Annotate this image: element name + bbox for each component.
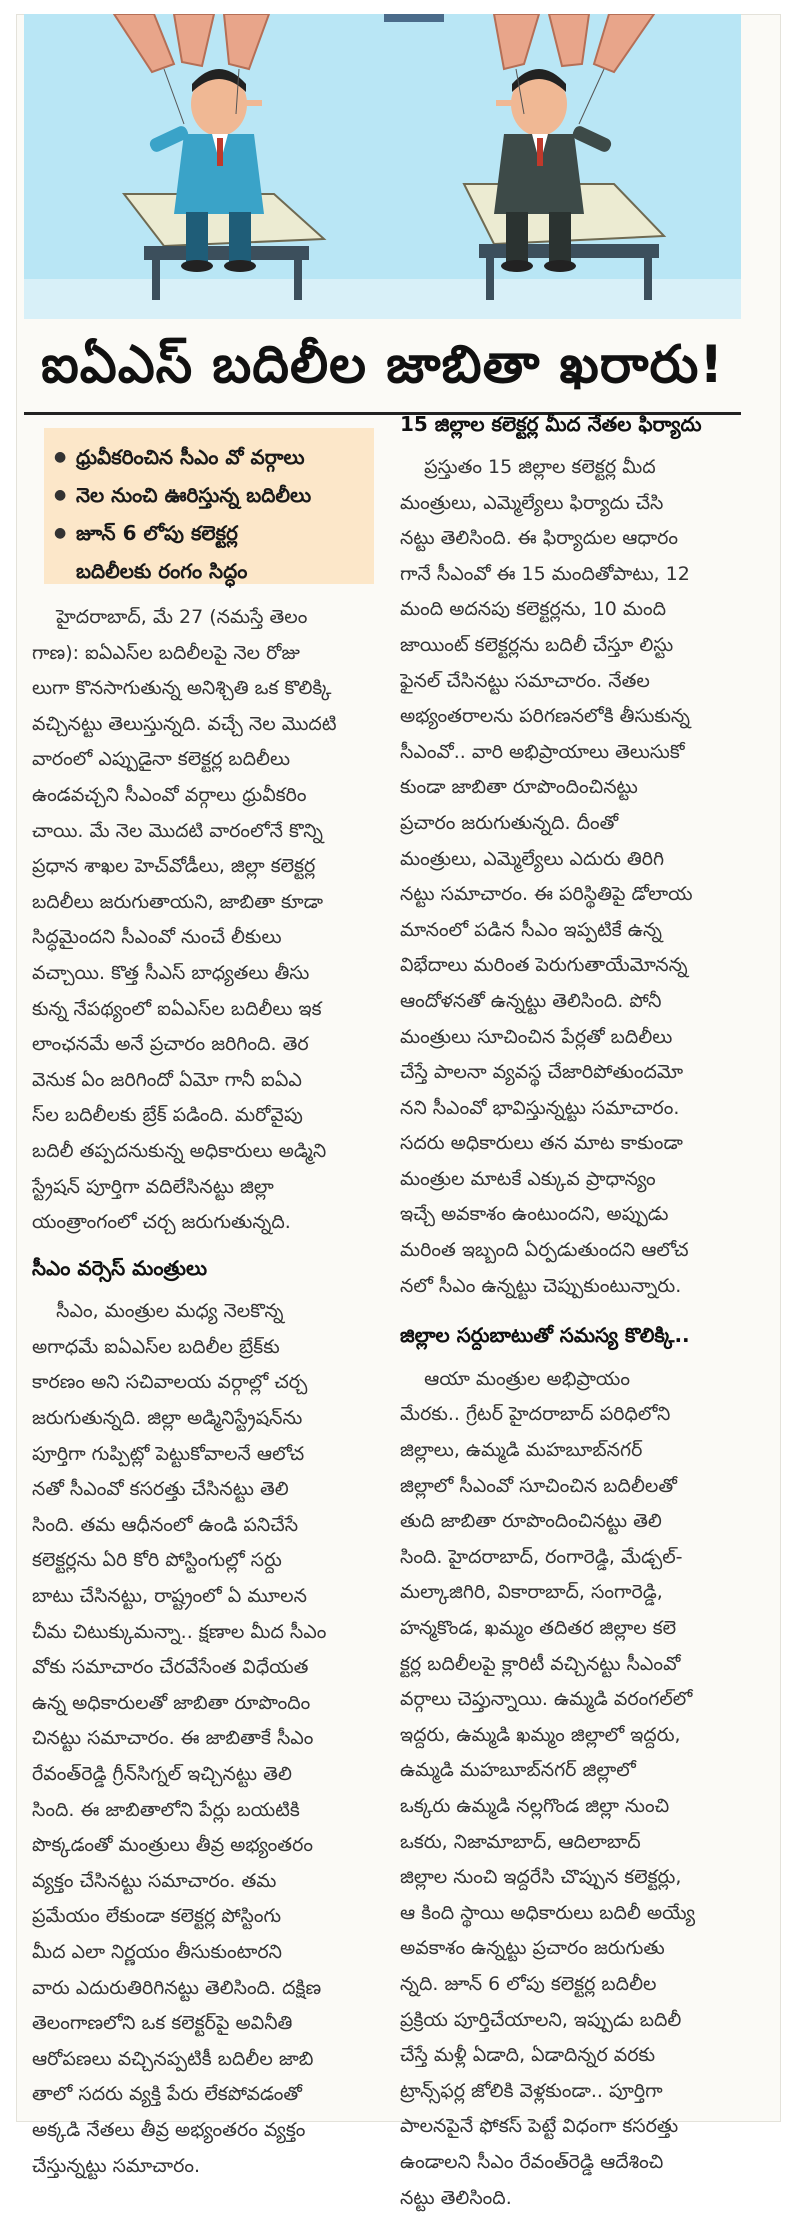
text-line: జాయింట్ కలెక్టర్లను బదిలీ చేస్తూ లిస్టు — [400, 628, 740, 664]
text-line: మంత్రుల మాటకే ఎక్కువ ప్రాధాన్యం — [400, 1162, 740, 1198]
text-line: వారు ఎదురుతిరిగినట్టు తెలిసింది. దక్షిణ — [32, 1971, 370, 2007]
text-line: మరింత ఇబ్బంది ఏర్పడుతుందని ఆలోచ — [400, 1233, 740, 1269]
text-line: జిల్లాలు, ఉమ్మడి మహబూబ్‌నగర్ — [400, 1433, 740, 1469]
highlights-box — [44, 428, 374, 584]
text-line: మేరకు.. గ్రేటర్ హైదరాబాద్ పరిధిలోని — [400, 1397, 740, 1433]
text-line: కలెక్టర్లను ఏరి కోరి పోస్టింగుల్లో సర్దు — [32, 1543, 370, 1579]
right-column — [400, 450, 740, 2216]
text-line: చాయి. మే నెల మొదటి వారంలోనే కొన్ని — [32, 814, 370, 850]
right-subhead-1: 15 జిల్లాల కలెక్టర్ల మీద నేతల ఫిర్యాదు — [400, 412, 702, 441]
text-line: సింది. హైదరాబాద్, రంగారెడ్డి, మేడ్చల్- — [400, 1540, 740, 1576]
text-line: ఉమ్మడి మహబూబ్‌నగర్ జిల్లాలో — [400, 1753, 740, 1789]
text-line: లాంఛనమే అనే ప్రచారం జరిగింది. తెర — [32, 1027, 370, 1063]
text-line: నట్టు తెలిసింది. ఈ ఫిర్యాదుల ఆధారం — [400, 521, 740, 557]
text-line: ప్రక్రియ పూర్తిచేయాలని, ఇప్పుడు బదిలీ — [400, 2003, 740, 2039]
text-line: చేస్తే పాలనా వ్యవస్థ చేజారిపోతుందమో — [400, 1055, 740, 1091]
text-line: విభేదాలు మరింత పెరుగుతాయేమోనన్న — [400, 948, 740, 984]
text-line: తాలో సదరు వ్యక్తి పేరు లేకపోవడంతో — [32, 2077, 370, 2113]
official-figure-icon — [494, 69, 613, 272]
text-line: నట్టు సమాచారం. ఈ పరిస్థితిపై డోలాయ — [400, 877, 740, 913]
text-line: జరుగుతున్నది. జిల్లా అడ్మినిస్ట్రేషన్‌ను — [32, 1401, 370, 1437]
text-line: ప్రస్తుతం 15 జిల్లాల కలెక్టర్ల మీద — [400, 450, 740, 486]
text-line: ట్రాన్స్‌ఫర్ల జోలికి వెళ్లకుండా.. పూర్తిగా — [400, 2074, 740, 2110]
text-line: చేస్తున్నట్టు సమాచారం. — [32, 2149, 370, 2185]
text-line: మల్కాజిగిరి, వికారాబాద్, సంగారెడ్డి, — [400, 1575, 740, 1611]
text-line: క్టర్ల బదిలీలపై క్లారిటీ వచ్చినట్టు సీఎంవో — [400, 1647, 740, 1683]
text-line: జిల్లాలో సీఎంవో సూచించిన బదిలీలతో — [400, 1469, 740, 1505]
text-line: గానే సీఎంవో ఈ 15 మందితోపాటు, 12 — [400, 557, 740, 593]
text-line: మంత్రులు, ఎమ్మెల్యేలు ఎదురు తిరిగి — [400, 842, 740, 878]
text-line: కున్న నేపథ్యంలో ఐఏఎస్‌ల బదిలీలు ఇక — [32, 992, 370, 1028]
text-line: అభ్యంతరాలను పరిగణనలోకి తీసుకున్న — [400, 699, 740, 735]
text-line: తుది జాబితా రూపొందించినట్టు తెలి — [400, 1504, 740, 1540]
text-line: వెనుక ఏం జరిగిందో ఏమో గానీ ఐఏఎ — [32, 1063, 370, 1099]
text-line: వ్యక్తం చేసినట్టు సమాచారం. తమ — [32, 1864, 370, 1900]
text-line: జిల్లాల నుంచి ఇద్దరేసి చొప్పున కలెక్టర్లు, — [400, 1860, 740, 1896]
highlight-item-continuation: బదిలీలకు రంగం సిద్ధం — [54, 552, 364, 590]
text-line: నని సీఎంవో భావిస్తున్నట్టు సమాచారం. — [400, 1091, 740, 1127]
text-line: ఒకరు, నిజామాబాద్, ఆదిలాబాద్ — [400, 1825, 740, 1861]
text-line: హన్మకొండ, ఖమ్మం తదితర జిల్లాల కలె — [400, 1611, 740, 1647]
text-line: అవకాశం ఉన్నట్టు ప్రచారం జరుగుతు — [400, 1931, 740, 1967]
text-line: గాణ): ఐఏఎస్‌ల బదిలీలపై నెల రోజు — [32, 636, 370, 672]
cartoon-illustration — [24, 14, 741, 319]
text-line: మంది అదనపు కలెక్టర్లను, 10 మంది — [400, 592, 740, 628]
text-line: ఫైనల్ చేసినట్టు సమాచారం. నేతల — [400, 664, 740, 700]
text-line: బాటు చేసినట్టు, రాష్ట్రంలో ఏ మూలన — [32, 1579, 370, 1615]
text-line: ఒక్కరు ఉమ్మడి నల్లగొండ జిల్లా నుంచి — [400, 1789, 740, 1825]
text-line: సీఎం, మంత్రుల మధ్య నెలకొన్న — [32, 1294, 370, 1330]
text-line: ఆయా మంత్రుల అభిప్రాయం — [400, 1362, 740, 1398]
text-line: వోకు సమాచారం చేరవేసేంత విధేయత — [32, 1650, 370, 1686]
text-line: కారణం అని సచివాలయ వర్గాల్లో చర్చ — [32, 1365, 370, 1401]
text-line: యంత్రాంగంలో చర్చ జరుగుతున్నది. — [32, 1205, 370, 1241]
text-line: మానంలో పడిన సీఎం ఇప్పటికే ఉన్న — [400, 913, 740, 949]
text-line: ఇచ్చే అవకాశం ఉంటుందని, అప్పుడు — [400, 1197, 740, 1233]
text-line: ఉన్న అధికారులతో జాబితా రూపొందిం — [32, 1686, 370, 1722]
text-line: చినట్టు సమాచారం. ఈ జాబితాకే సీఎం — [32, 1721, 370, 1757]
bullet-icon: ● — [54, 476, 76, 514]
text-line: చీమ చిటుక్కుమన్నా.. క్షణాల మీద సీఎం — [32, 1615, 370, 1651]
text-line: ప్రధాన శాఖల హెచ్‌వోడీలు, జిల్లా కలెక్టర్ల — [32, 849, 370, 885]
text-line: మంత్రులు సూచించిన పేర్లతో బదిలీలు — [400, 1020, 740, 1056]
text-line: తెలంగాణలోని ఒక కలెక్టర్‌పై అవినీతి — [32, 2006, 370, 2042]
text-line: లుగా కొనసాగుతున్న అనిశ్చితి ఒక కొలిక్కి — [32, 671, 370, 707]
text-line: ఉండాలని సీఎం రేవంత్‌రెడ్డి ఆదేశించి — [400, 2145, 740, 2181]
text-line: న్నది. జూన్ 6 లోపు కలెక్టర్ల బదిలీల — [400, 1967, 740, 2003]
text-line: నతో సీఎంవో కసరత్తు చేసినట్టు తెలి — [32, 1472, 370, 1508]
text-line: సింది. తమ ఆధీనంలో ఉండి పనిచేసే — [32, 1508, 370, 1544]
text-line: బదిలీ తప్పదనుకున్న అధికారులు అడ్మిని — [32, 1134, 370, 1170]
text-line: ఆ కింది స్థాయి అధికారులు బదిలీ అయ్యే — [400, 1896, 740, 1932]
cartoon-svg — [24, 14, 741, 319]
text-line: అక్కడి నేతలు తీవ్ర అభ్యంతరం వ్యక్తం — [32, 2113, 370, 2149]
bullet-icon: ● — [54, 514, 76, 552]
text-line: హైదరాబాద్, మే 27 (నమస్తే తెలం — [32, 600, 370, 636]
text-line: వర్గాలు చెప్తున్నాయి. ఉమ్మడి వరంగల్‌లో — [400, 1682, 740, 1718]
text-line: ఇద్దరు, ఉమ్మడి ఖమ్మం జిల్లాలో ఇద్దరు, — [400, 1718, 740, 1754]
text-line: ప్రమేయం లేకుండా కలెక్టర్ల పోస్టింగు — [32, 1899, 370, 1935]
text-line: మీద ఎలా నిర్ణయం తీసుకుంటారని — [32, 1935, 370, 1971]
text-line: సీఎంవో.. వారి అభిప్రాయాలు తెలుసుకో — [400, 735, 740, 771]
text-line: మంత్రులు, ఎమ్మెల్యేలు ఫిర్యాదు చేసి — [400, 486, 740, 522]
text-line: ఆరోపణలు వచ్చినప్పటికీ బదిలీల జాబి — [32, 2042, 370, 2078]
text-line: కుండా జాబితా రూపొందించినట్టు — [400, 770, 740, 806]
text-line: ఆందోళనతో ఉన్నట్టు తెలిసింది. పోనీ — [400, 984, 740, 1020]
text-line: బదిలీలు జరుగుతాయని, జాబితా కూడా — [32, 885, 370, 921]
text-line: నట్టు తెలిసింది. — [400, 2181, 740, 2216]
highlight-item: ● నెల నుంచి ఊరిస్తున్న బదిలీలు — [54, 476, 364, 514]
bullet-icon: ● — [54, 438, 76, 476]
text-line: పాలనపైనే ఫోకస్ పెట్టే విధంగా కసరత్తు — [400, 2109, 740, 2145]
text-line: వారంలో ఎప్పుడైనా కలెక్టర్ల బదిలీలు — [32, 742, 370, 778]
text-line: సిద్ధమైందని సీఎంవో నుంచే లీకులు — [32, 920, 370, 956]
text-line: సదరు అధికారులు తన మాట కాకుండా — [400, 1126, 740, 1162]
highlight-item: ● ధ్రువీకరించిన సీఎం వో వర్గాలు — [54, 438, 364, 476]
section-subhead: జిల్లాల సర్దుబాటుతో సమస్య కొలిక్కి.. — [400, 1318, 740, 1354]
text-line: స్‌ల బదిలీలకు బ్రేక్ పడింది. మరోవైపు — [32, 1098, 370, 1134]
text-line: పూర్తిగా గుప్పిట్లో పెట్టుకోవాలనే ఆలోచ — [32, 1437, 370, 1473]
highlight-item: ● జూన్ 6 లోపు కలెక్టర్ల — [54, 514, 364, 552]
text-line: ప్రచారం జరుగుతున్నది. దీంతో — [400, 806, 740, 842]
text-line: ఉండవచ్చని సీఎంవో వర్గాలు ధ్రువీకరిం — [32, 778, 370, 814]
left-column — [32, 600, 370, 2184]
text-line: సింది. ఈ జాబితాలోని పేర్లు బయటికి — [32, 1793, 370, 1829]
headline: ఐఏఎస్ బదిలీల జాబితా ఖరారు! — [24, 335, 741, 408]
section-subhead: సీఎం వర్సెస్ మంత్రులు — [32, 1251, 370, 1287]
text-line: పొక్కడంతో మంత్రులు తీవ్ర అభ్యంతరం — [32, 1828, 370, 1864]
text-line: నలో సీఎం ఉన్నట్టు చెప్పుకుంటున్నారు. — [400, 1269, 740, 1305]
text-line: స్ట్రేషన్ పూర్తిగా వదిలేసినట్టు జిల్లా — [32, 1170, 370, 1206]
text-line: రేవంత్‌రెడ్డి గ్రీన్‌సిగ్నల్ ఇచ్చినట్టు తెలి — [32, 1757, 370, 1793]
text-line: చేస్తే మళ్లీ ఏడాది, ఏడాదిన్నర వరకు — [400, 2038, 740, 2074]
text-line: వచ్చాయి. కొత్త సీఎస్ బాధ్యతలు తీసు — [32, 956, 370, 992]
text-line: అగాధమే ఐఏఎస్‌ల బదిలీల బ్రేక్‌కు — [32, 1330, 370, 1366]
text-line: వచ్చినట్టు తెలుస్తున్నది. వచ్చే నెల మొదటి — [32, 707, 370, 743]
